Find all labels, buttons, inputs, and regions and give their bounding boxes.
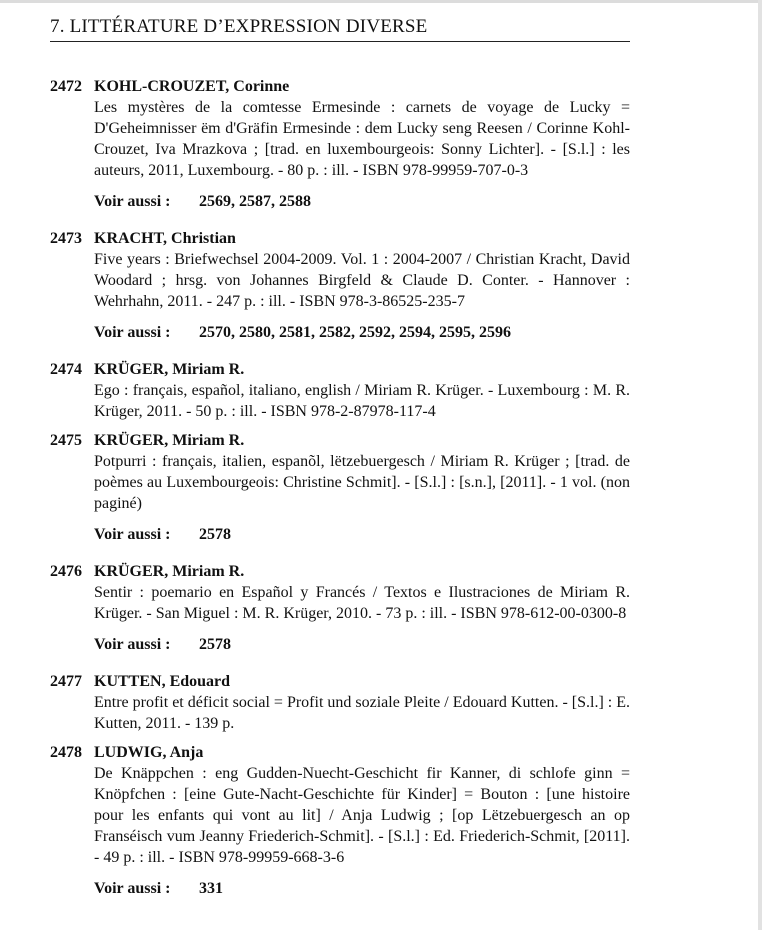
entry-number: 2473 <box>50 230 82 247</box>
entry-2472 <box>50 76 630 212</box>
window-top-edge <box>0 0 762 3</box>
entry-description: Entre profit et déficit social = Profit und soziale Pleite / Edouard Kutten. - [S.l.] : E. Kutten, 2011. - 139 p. <box>94 694 630 732</box>
entry-description: Les mystères de la comtesse Ermesinde : carnets de voyage de Lucky = D'Geheimnisser ëm d'Gräfin Ermesinde : dem Lucky seng Reesen / Corinne Kohl-Crouzet, Iva Mrazkova ; [trad. en luxembourgeois: Sonny Lichter]. - [S.l.] : les auteurs, 2011, Luxembourg. - 80 p. : ill. - ISBN 978-99959-707-0-3 <box>94 99 630 179</box>
entry-2475 <box>50 430 630 545</box>
see-also-references: 2570, 2580, 2581, 2582, 2592, 2594, 2595, 2596 <box>199 324 511 341</box>
entry-author: KRACHT, Christian <box>94 230 236 247</box>
entry-heading <box>50 430 630 451</box>
entry-description: Five years : Briefwechsel 2004-2009. Vol. 1 : 2004-2007 / Christian Kracht, David Woodard ; hrsg. von Johannes Birgfeld & Claude D. Conter. - Hannover : Wehrhahn, 2011. - 247 p. : ill. - ISBN 978-3-86525-235-7 <box>94 251 630 310</box>
entry-number: 2476 <box>50 563 82 580</box>
see-also <box>94 191 630 212</box>
entry-list <box>50 76 630 915</box>
see-also-references: 2569, 2587, 2588 <box>199 193 311 210</box>
entry-2473 <box>50 228 630 343</box>
entry-description: Ego : français, español, italiano, english / Miriam R. Krüger. - Luxembourg : M. R. Krüger, 2011. - 50 p. : ill. - ISBN 978-2-87978-117-4 <box>94 382 630 420</box>
entry-author: KRÜGER, Miriam R. <box>94 563 245 580</box>
entry-2474 <box>50 359 630 422</box>
entry-description: Sentir : poemario en Español y Francés / Textos e Ilustraciones de Miriam R. Krüger. - San Miguel : M. R. Krüger, 2010. - 73 p. : ill. - ISBN 978-612-00-0300-8 <box>94 584 630 622</box>
entry-author: KRÜGER, Miriam R. <box>94 432 245 449</box>
see-also <box>94 634 630 655</box>
see-also-references: 2578 <box>199 526 231 543</box>
section-title: 7. LITTÉRATURE D’EXPRESSION DIVERSE <box>50 16 630 42</box>
entry-author: LUDWIG, Anja <box>94 744 204 761</box>
see-also-label: Voir aussi : <box>94 526 171 543</box>
scrollbar-track[interactable] <box>758 0 762 930</box>
entry-2477 <box>50 671 630 734</box>
see-also <box>94 524 630 545</box>
entry-2476 <box>50 561 630 655</box>
entry-heading <box>50 359 630 380</box>
see-also-references: 331 <box>199 880 223 897</box>
entry-number: 2474 <box>50 361 82 378</box>
entry-number: 2472 <box>50 78 82 95</box>
entry-number: 2478 <box>50 744 82 761</box>
entry-number: 2477 <box>50 673 82 690</box>
entry-heading <box>50 671 630 692</box>
entry-heading <box>50 76 630 97</box>
entry-author: KRÜGER, Miriam R. <box>94 361 245 378</box>
entry-author: KUTTEN, Edouard <box>94 673 231 690</box>
entry-2478 <box>50 742 630 899</box>
entry-heading <box>50 742 630 763</box>
entry-description: De Knäppchen : eng Gudden-Nuecht-Geschicht fir Kanner, di schlofe ginn = Knöpfchen : [eine Gute-Nacht-Geschichte für Kinder] = Bouton : [une histoire pour les enfants qui vont au lit] / Anja Ludwig ; [op Lëtzebuergesch an op Franséisch vum Jeanny Friederich-Schmit]. - [S.l.] : Ed. Friederich-Schmit, [2011]. - 49 p. : ill. - ISBN 978-99959-668-3-6 <box>94 765 630 866</box>
entry-author: KOHL-CROUZET, Corinne <box>94 78 290 95</box>
see-also-references: 2578 <box>199 636 231 653</box>
see-also-label: Voir aussi : <box>94 880 171 897</box>
see-also <box>94 878 630 899</box>
see-also-label: Voir aussi : <box>94 193 171 210</box>
see-also-label: Voir aussi : <box>94 324 171 341</box>
see-also-label: Voir aussi : <box>94 636 171 653</box>
entry-heading <box>50 561 630 582</box>
see-also <box>94 322 630 343</box>
entry-description: Potpurri : français, italien, espanõl, lëtzebuergesch / Miriam R. Krüger ; [trad. de poèmes au Luxembourgeois: Christine Schmit]. - [S.l.] : [s.n.], [2011]. - 1 vol. (non paginé) <box>94 453 630 512</box>
entry-number: 2475 <box>50 432 82 449</box>
entry-heading <box>50 228 630 249</box>
